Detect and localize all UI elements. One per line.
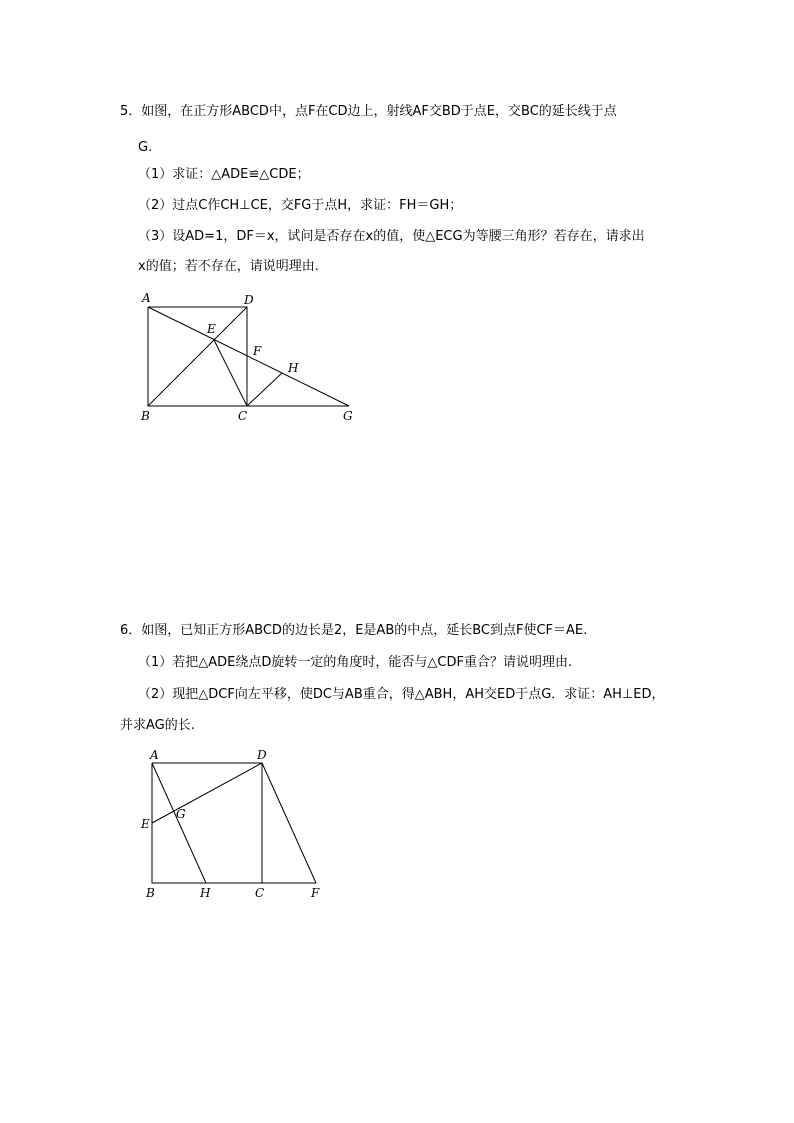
p5-label-g: G: [343, 409, 353, 423]
p6-label-h: H: [200, 886, 211, 900]
p5-label-e: E: [207, 322, 216, 336]
p5-label-d: D: [244, 293, 254, 307]
p6-segment-df: [262, 763, 316, 883]
p5-question-3-line2: x的值；若不存在，请说明理由.: [138, 259, 319, 274]
p6-label-e: E: [141, 817, 150, 831]
p6-statement-line1: 6．如图，已知正方形ABCD的边长是2，E是AB的中点，延长BC到点F使CF＝AE.: [120, 623, 588, 638]
p5-label-a: A: [142, 291, 151, 305]
p6-question-2-line1: （2）现把△DCF向左平移，使DC与AB重合，得△ABH，AH交ED于点G．求证：AH⊥ED，: [138, 687, 665, 702]
p5-label-b: B: [141, 409, 150, 423]
p5-question-3-line1: （3）设AD=1，DF＝x，试问是否存在x的值，使△ECG为等腰三角形？若存在，请求出: [138, 229, 645, 244]
p5-label-c: C: [238, 409, 248, 423]
p6-label-f: F: [311, 886, 320, 900]
p5-statement-line2: G.: [138, 140, 153, 155]
p5-label-f: F: [253, 344, 262, 358]
p5-label-h: H: [288, 361, 299, 375]
p6-segment-ed: [152, 763, 262, 823]
p6-question-1: （1）若把△ADE绕点D旋转一定的角度时，能否与△CDF重合？请说明理由.: [138, 655, 573, 670]
p6-label-g: G: [176, 807, 186, 821]
p6-square-abcd: [152, 763, 262, 883]
p6-label-d: D: [257, 748, 267, 762]
p5-statement-line1: 5．如图，在正方形ABCD中，点F在CD边上，射线AF交BD于点E，交BC的延长线于点: [120, 104, 617, 119]
p6-segment-ah: [152, 763, 206, 883]
p5-question-1: （1）求证：△ADE≌△CDE；: [138, 167, 310, 182]
p6-label-a: A: [150, 748, 159, 762]
p5-question-2: （2）过点C作CH⊥CE，交FG于点H，求证：FH＝GH；: [138, 198, 463, 213]
p6-label-c: C: [255, 886, 265, 900]
p6-label-b: B: [146, 886, 155, 900]
p6-question-2-line2: 并求AG的长.: [120, 718, 195, 733]
